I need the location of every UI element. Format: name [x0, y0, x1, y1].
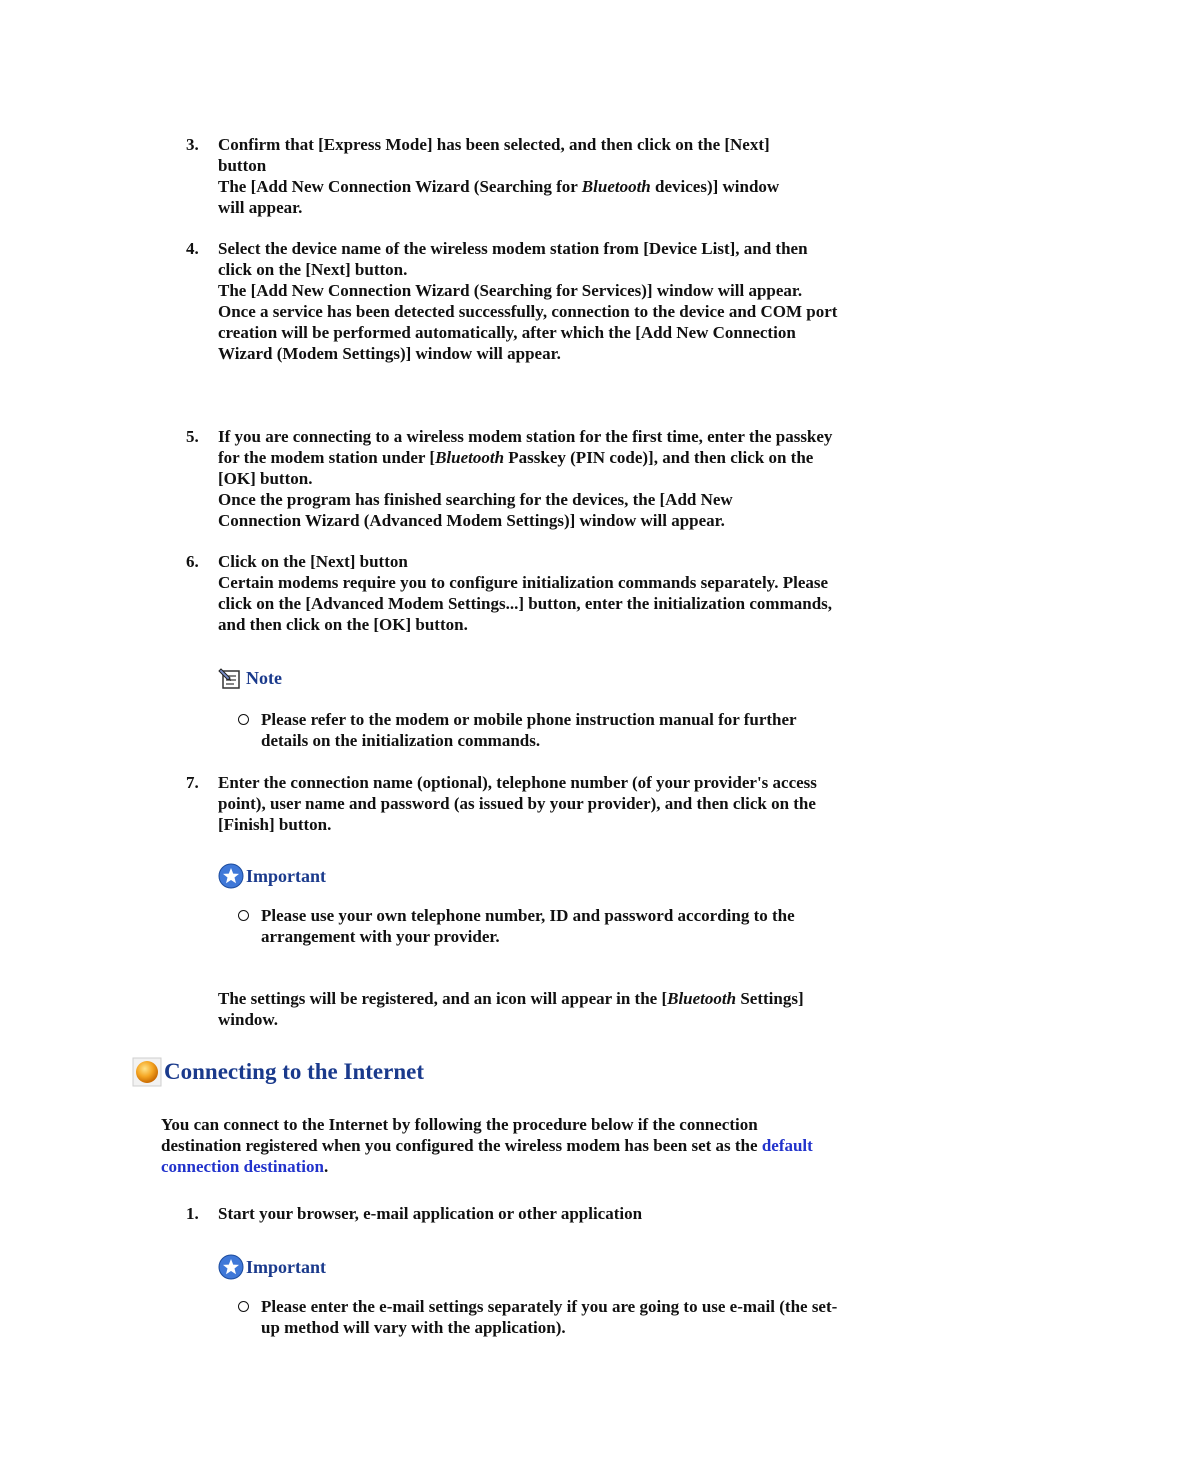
orange-orb-icon — [132, 1057, 162, 1087]
step-3-line-3-pre: The [Add New Connection Wizard (Searching for — [218, 177, 582, 196]
note-icon — [218, 665, 244, 691]
important-label: Important — [246, 865, 326, 886]
default-connection-link[interactable]: default connection destination — [161, 1136, 813, 1176]
step-4-text-2: The [Add New Connection Wizard (Searching for Services)] window will appear. — [218, 281, 803, 300]
intro-post: . — [323, 1157, 329, 1176]
step-number: 7. — [186, 773, 199, 792]
important-star-icon — [218, 1254, 244, 1280]
step-number: 1. — [186, 1204, 199, 1223]
note-heading — [218, 664, 282, 692]
step-7-text: Enter the connection name (optional), telephone number (of your provider's access point), user name and password (as issued by your provider), and then click on the [Finish] button. — [218, 773, 817, 834]
important-bullet-text: Please use your own telephone number, ID and password according to the arrangement with your provider. — [261, 906, 795, 946]
step-number: 5. — [186, 427, 199, 446]
step-6-text-2: Certain modems require you to configure initialization commands separately. Please click on the [Advanced Modem Settings...] button, enter the initialization commands, and then click on the [OK] button. — [218, 573, 833, 634]
important-star-icon — [218, 863, 244, 889]
registered-paragraph — [218, 988, 818, 1030]
step-number: 6. — [186, 552, 199, 571]
registered-italic: Bluetooth — [667, 989, 737, 1008]
bullet-circle — [238, 910, 249, 921]
step-6-text: Click on the [Next] button — [218, 552, 408, 571]
important-heading-2 — [218, 1253, 326, 1281]
note-label: Note — [246, 667, 282, 688]
step-4-text-3: Once a service has been detected successfully, connection to the device and COM port creation will be performed automatically, after which the [Add New Connection Wizard (Modem Settings)] window will appear. — [218, 302, 838, 363]
step-number: 4. — [186, 239, 199, 258]
step-3-line-2: button — [218, 156, 267, 175]
registered-pre: The settings will be registered, and an icon will appear in the [ — [218, 989, 668, 1008]
note-bullet-text: Please refer to the modem or mobile phone instruction manual for further details on the initialization commands. — [261, 710, 797, 750]
section-heading — [132, 1056, 424, 1088]
step-body — [218, 426, 854, 531]
step-number: 3. — [186, 135, 199, 154]
registered-post: Settings] window. — [218, 989, 804, 1029]
step-body — [218, 1203, 866, 1224]
bullet-circle — [238, 1301, 249, 1312]
step-body — [218, 238, 838, 364]
step-body — [218, 551, 850, 635]
step-3-line-3-post: devices)] window — [650, 177, 780, 196]
step-5-italic: Bluetooth — [435, 448, 505, 467]
intro-paragraph — [161, 1114, 833, 1177]
intro-pre: You can connect to the Internet by following the procedure below if the connection destination registered when you configured the wireless modem has been set as the — [161, 1115, 762, 1155]
step-5-text-2: Once the program has finished searching for the devices, the [Add New Connection Wizard (Advanced Modem Settings)] window will appear. — [218, 490, 733, 530]
step-5-pre: If you are connecting to a wireless modem station for the first time, enter the passkey for the modem station under [ — [218, 427, 833, 467]
step-3-line-3-italic: Bluetooth — [581, 177, 651, 196]
important-label-2: Important — [246, 1256, 326, 1277]
step-body — [218, 134, 866, 218]
section-title: Connecting to the Internet — [164, 1059, 424, 1084]
bullet-circle — [238, 714, 249, 725]
step-5-post: Passkey (PIN code)], and then click on the [OK] button. — [218, 448, 814, 488]
step-body — [218, 772, 848, 835]
step-3-line-1: Confirm that [Express Mode] has been selected, and then click on the [Next] — [218, 135, 770, 154]
step-1-text: Start your browser, e-mail application or other application — [218, 1204, 643, 1223]
step-4-text: Select the device name of the wireless modem station from [Device List], and then click on the [Next] button. — [218, 239, 808, 279]
important-bullet-text-2: Please enter the e-mail settings separately if you are going to use e-mail (the set-up method will vary with the application). — [261, 1297, 838, 1337]
important-heading — [218, 862, 326, 890]
step-3-line-4: will appear. — [218, 198, 303, 217]
